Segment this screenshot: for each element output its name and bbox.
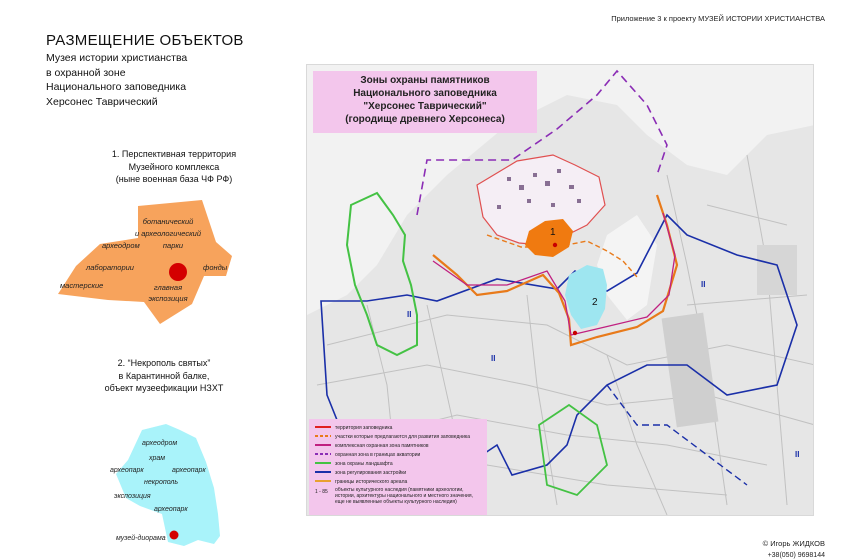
- subtitle-line: Херсонес Таврический: [46, 95, 158, 108]
- necropolis-diagram: [106, 418, 226, 554]
- subtitle-line: Музея истории христианства: [46, 52, 188, 64]
- label-main-2: экспозиция: [148, 294, 188, 303]
- section2-heading-line: в Карантинной балке,: [118, 370, 210, 381]
- label-park-right: археопарк: [172, 467, 206, 474]
- zone-2-marker: [573, 331, 577, 335]
- label-workshops: мастерские: [60, 281, 104, 290]
- legend-text: объекты культурного наследия (памятники археологии, истории, архитектуры национального и местного значения, еще не выявленные объекты культурного наследия): [335, 487, 473, 505]
- appendix-note: Приложение 3 к проекту МУЗЕЙ ИСТОРИИ ХРИСТИАНСТВА: [611, 14, 825, 23]
- legend-prefix: 1 - 85: [315, 489, 328, 495]
- zone-1-label: 1: [550, 227, 556, 238]
- page-subtitle: [46, 51, 276, 109]
- museum-complex-diagram: [52, 196, 252, 331]
- zone-ii-label-east: II: [701, 280, 706, 289]
- label-diorama: музей-диорама: [116, 535, 166, 542]
- map-title-line: "Херсонес Таврический": [363, 101, 487, 112]
- legend-text: зона охраны ландшафта: [335, 461, 393, 467]
- section1-heading-line: Музейного комплекса: [128, 161, 220, 172]
- label-park-left: археопарк: [110, 467, 144, 474]
- legend-text: территория заповедника: [335, 425, 393, 431]
- section1-heading-line: (ныне военная база ЧФ РФ): [115, 174, 233, 184]
- legend-text: комплексная охранная зона памятников: [335, 443, 429, 449]
- legend-text: участки которые предлагаются для развития заповедника: [335, 434, 470, 440]
- label-botanical-2: и археологический: [134, 229, 202, 238]
- section2-heading-line: 2. “Некрополь святых”: [117, 358, 211, 368]
- copyright: © Игорь ЖИДКОВ: [762, 539, 825, 548]
- label-exposition: экспозиция: [114, 493, 151, 500]
- label-labs: лаборатории: [86, 263, 134, 272]
- subtitle-line: Национального заповедника: [46, 81, 187, 93]
- legend-text: охранная зона в границах акватории: [335, 452, 421, 458]
- main-exposition-marker: [169, 263, 187, 281]
- zone-ii-label-west: II: [407, 310, 412, 319]
- label-main-1: главная: [153, 283, 183, 292]
- map-title-line: (городище древнего Херсонеса): [345, 114, 505, 125]
- section1-heading: [64, 148, 284, 186]
- section2-heading-line: объект музеефикации НЗХТ: [104, 383, 224, 393]
- protection-zones-map: [306, 64, 814, 516]
- zone-1-marker: [553, 243, 557, 247]
- section1-heading-line: 1. Перспективная территория: [111, 149, 237, 159]
- label-botanical-1: ботанический: [142, 217, 194, 226]
- map-title-line: Национального заповедника: [353, 88, 497, 99]
- label-park-bottom: археопарк: [154, 506, 188, 513]
- label-funds: фонды: [203, 263, 228, 272]
- label-temple: храм: [149, 455, 166, 462]
- section2-heading: [54, 357, 274, 395]
- zone-ii-label-center: II: [491, 354, 496, 363]
- zone-ii-label-south: II: [795, 450, 800, 459]
- legend-text: границы исторического ареала: [335, 479, 408, 485]
- page-title: РАЗМЕЩЕНИЕ ОБЪЕКТОВ: [46, 32, 244, 49]
- map-title-line: Зоны охраны памятников: [360, 75, 490, 86]
- zone-2-label: 2: [592, 297, 598, 308]
- label-necropolis: некрополь: [144, 479, 179, 486]
- label-botanical-3: парки: [162, 241, 184, 250]
- label-airfield-2: археодром: [142, 440, 178, 447]
- diorama-marker: [170, 531, 179, 540]
- port-block: [757, 245, 797, 295]
- label-airfield: археодром: [102, 241, 140, 250]
- phone-number: +38(050) 9698144: [767, 552, 825, 559]
- subtitle-line: в охранной зоне: [46, 66, 126, 79]
- legend-text: зона регулирования застройки: [335, 470, 407, 476]
